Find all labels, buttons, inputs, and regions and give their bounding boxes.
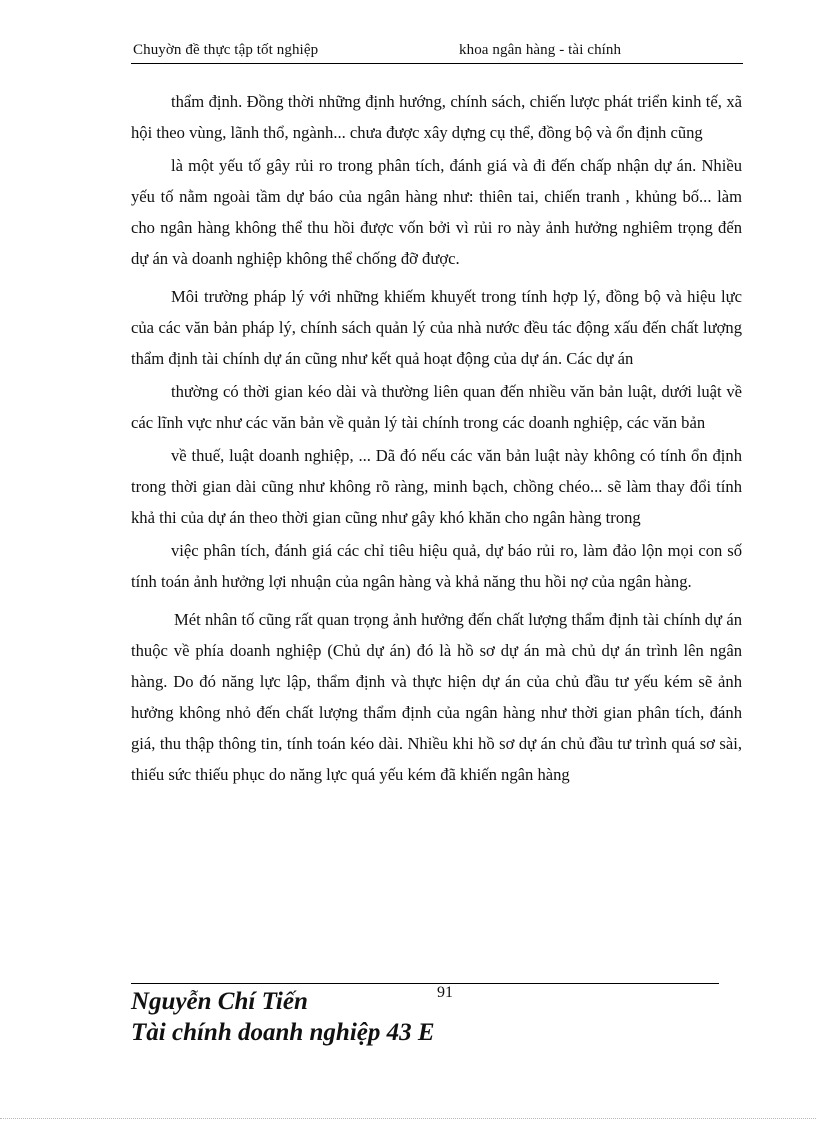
paragraph-2: là một yếu tố gây rủi ro trong phân tích, đánh giá và đi đến chấp nhận dự án. Nhiều yếu tố nằm ngoài tầm dự báo của ngân hàng như: thiên tai, chiến tranh , khủng bố... làm cho ngân hàng không thể thu hồi được vốn bởi vì rủi ro này ảnh hưởng nghiêm trọng đến dự án và doanh nghiệp không thể chống đỡ được. (131, 156, 742, 268)
paragraph-4: thường có thời gian kéo dài và thường liên quan đến nhiều văn bản luật, dưới luật về các lĩnh vực như các văn bản về quản lý tài chính trong các doanh nghiệp, các văn bản (131, 382, 742, 432)
page-header (131, 40, 743, 64)
paragraph-1: thẩm định. Đồng thời những định hướng, chính sách, chiến lược phát triển kinh tế, xã hội theo vùng, lãnh thổ, ngành... chưa được xây dựng cụ thể, đồng bộ và ổn định cũng (131, 92, 742, 142)
header-divider (131, 63, 743, 64)
page-bottom-edge (0, 1118, 816, 1119)
header-course-title: Chuyờn đề thực tập tốt nghiệp (133, 42, 319, 58)
footer-author (131, 986, 435, 1048)
paragraph-6: việc phân tích, đánh giá các chỉ tiêu hiệu quả, dự báo rủi ro, làm đảo lộn mọi con số tính toán ảnh hưởng lợi nhuận của ngân hàng và khả năng thu hồi nợ của ngân hàng. (131, 541, 742, 591)
page-number: 91 (437, 984, 453, 1001)
header-department: khoa ngân hàng - tài chính (459, 42, 622, 58)
footer-divider (131, 983, 719, 984)
document-body (131, 86, 742, 797)
author-name: Nguyễn Chí Tiến (131, 988, 308, 1015)
paragraph-5: về thuế, luật doanh nghiệp, ... Dã đó nếu các văn bản luật này không có tính ổn định trong thời gian dài cũng như không rõ ràng, minh bạch, chồng chéo... sẽ làm thay đổi tính khả thi của dự án theo thời gian cũng như gây khó khăn cho ngân hàng trong (131, 446, 742, 527)
author-class: Tài chính doanh nghiệp 43 E (131, 1019, 435, 1046)
paragraph-3: Môi trường pháp lý với những khiếm khuyết trong tính hợp lý, đồng bộ và hiệu lực của các văn bản pháp lý, chính sách quản lý của nhà nước đều tác động xấu đến chất lượng thẩm định tài chính dự án cũng như kết quả hoạt động của dự án. Các dự án (131, 287, 742, 368)
paragraph-7: Mét nhân tố cũng rất quan trọng ảnh hưởng đến chất lượng thẩm định tài chính dự án thuộc về phía doanh nghiệp (Chủ dự án) đó là hồ sơ dự án mà chủ dự án trình lên ngân hàng. Do đó năng lực lập, thẩm định và thực hiện dự án của chủ đầu tư yếu kém sẽ ảnh hưởng không nhỏ đến chất lượng thẩm định của ngân hàng như thời gian phân tích, đánh giá, thu thập thông tin, tính toán kéo dài. Nhiều khi hồ sơ dự án chủ đầu tư trình quá sơ sài, thiếu sức thiếu phục do năng lực quá yếu kém đã khiến ngân hàng (131, 610, 742, 784)
